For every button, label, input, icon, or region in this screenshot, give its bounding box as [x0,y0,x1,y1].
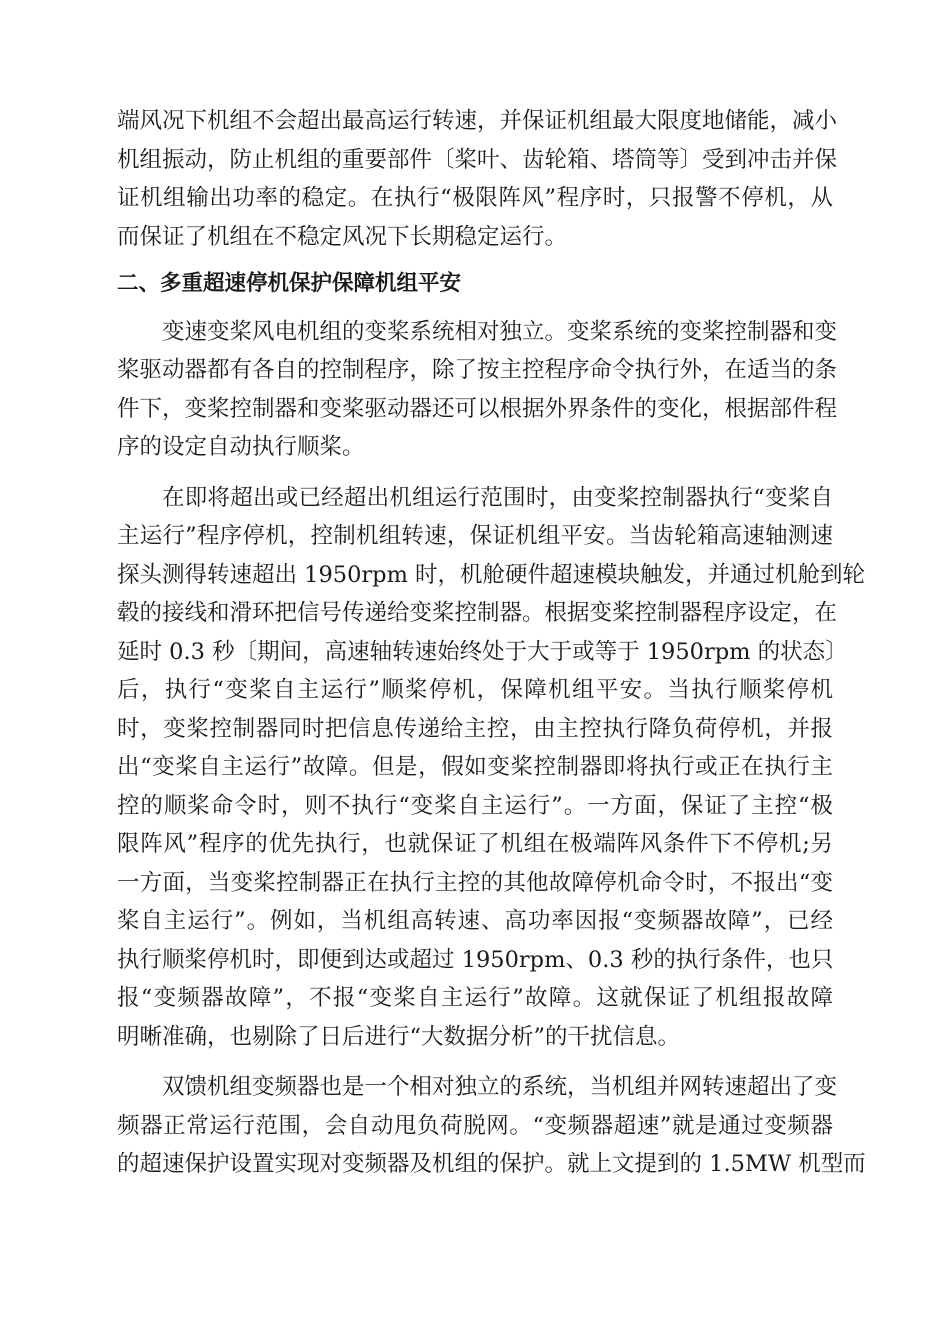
section-heading: 二、多重超速停机保护保障机组平安 [117,271,462,296]
paragraph-2 [117,313,838,467]
paragraph-line: 时，变桨控制器同时把信息传递给主控，由主控执行降负荷停机，并报 [117,715,833,742]
paragraph-line: 主运行”程序停机，控制机组转速，保证机组平安。当齿轮箱高速轴测速 [117,523,833,549]
paragraph-line: 报“变频器故障”，不报“变桨自主运行”故障。这就保证了机组报故障 [117,985,833,1011]
paragraph-line: 限阵风”程序的优先执行，也就保证了机组在极端阵风条件下不停机;另 [117,831,833,857]
paragraph-line: 证机组输出功率的稳定。在执行“极限阵风”程序时，只报警不停机，从 [117,185,833,211]
paragraph-line: 机组振动，防止机组的重要部件〔桨叶、齿轮箱、塔筒等〕受到冲击并保 [117,146,838,173]
document-body [117,102,866,1184]
paragraph-line: 在即将超出或已经超出机组运行范围时，由变桨控制器执行“变桨自 [162,484,833,511]
paragraph-3 [117,479,866,1057]
paragraph-line: 延时 0.3 秒〔期间，高速轴转速始终处于大于或等于 1950rpm 的状态〕 [117,638,848,665]
paragraph-line: 控的顺桨命令时，则不执行“变桨自主运行”。一方面，保证了主控“极 [117,792,833,819]
paragraph-line: 频器正常运行范围，会自动甩负荷脱网。“变频器超速”就是通过变频器 [117,1112,833,1139]
paragraph-4 [117,1068,866,1184]
paragraph-line: 变速变桨风电机组的变桨系统相对独立。变桨系统的变桨控制器和变 [162,318,838,345]
paragraph-line: 一方面，当变桨控制器正在执行主控的其他故障停机命令时，不报出“变 [117,869,833,896]
paragraph-line: 明晰准确，也剔除了日后进行“大数据分析”的干扰信息。 [117,1023,681,1050]
paragraph-line: 探头测得转速超出 1950rpm 时，机舱硬件超速模块触发，并通过机舱到轮 [117,561,866,588]
paragraph-line: 桨自主运行”。例如，当机组高转速、高功率因报“变频器故障”，已经 [117,908,833,934]
paragraph-line: 执行顺桨停机时，即便到达或超过 1950rpm、0.3 秒的执行条件，也只 [117,946,834,973]
paragraph-line: 的超速保护设置实现对变频器及机组的保护。就上文提到的 1.5MW 机型而 [117,1151,866,1177]
paragraph-line: 双馈机组变频器也是一个相对独立的系统，当机组并网转速超出了变 [162,1074,838,1100]
paragraph-1 [117,102,838,256]
paragraph-line: 后，执行“变桨自主运行”顺桨停机，保障机组平安。当执行顺桨停机 [117,677,833,703]
paragraph-line: 毂的接线和滑环把信号传递给变桨控制器。根据变桨控制器程序设定，在 [117,600,838,626]
paragraph-line: 桨驱动器都有各自的控制程序，除了按主控程序命令执行外，在适当的条 [117,357,838,383]
paragraph-line: 件下，变桨控制器和变桨驱动器还可以根据外界条件的变化，根据部件程 [117,395,838,422]
paragraph-line: 出“变桨自主运行”故障。但是，假如变桨控制器即将执行或正在执行主 [117,754,833,780]
paragraph-line: 序的设定自动执行顺桨。 [117,434,365,460]
paragraph-line: 端风况下机组不会超出最高运行转速，并保证机组最大限度地储能，减小 [117,108,838,134]
paragraph-line: 而保证了机组在不稳定风况下长期稳定运行。 [117,223,568,250]
